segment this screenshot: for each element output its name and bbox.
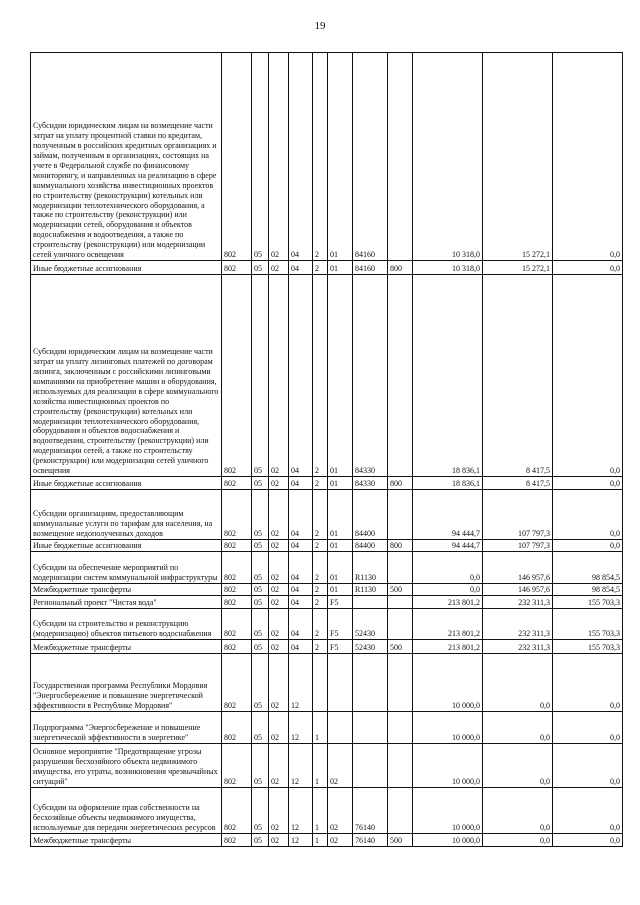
- row-name: Субсидии на оформление прав собственности на бесхозяйные объекты недвижимого имущества, используемые для передачи энергетических ресурсов: [31, 788, 222, 834]
- cell-csr-measure: F5: [328, 640, 353, 654]
- cell-ved: 802: [222, 540, 252, 552]
- cell-csr-program: 04: [289, 275, 313, 477]
- cell-vr: [388, 654, 413, 712]
- cell-csr-direction: 84160: [353, 261, 388, 275]
- table-row: [31, 609, 623, 640]
- cell-csr-direction: 84330: [353, 477, 388, 490]
- cell-ved: 802: [222, 477, 252, 490]
- cell-csr-measure: 01: [328, 584, 353, 596]
- cell-pr: 02: [269, 712, 289, 744]
- cell-csr-program: 12: [289, 744, 313, 788]
- cell-csr-direction: 52430: [353, 609, 388, 640]
- cell-csr-direction: 84400: [353, 540, 388, 552]
- cell-ved: 802: [222, 640, 252, 654]
- cell-csr-subprogram: 2: [313, 596, 328, 609]
- cell-vr: 800: [388, 477, 413, 490]
- cell-vr: [388, 788, 413, 834]
- cell-pr: 02: [269, 53, 289, 261]
- cell-csr-program: 04: [289, 584, 313, 596]
- cell-sum-3: 0,0: [553, 744, 623, 788]
- cell-vr: [388, 596, 413, 609]
- cell-csr-measure: [328, 712, 353, 744]
- cell-pr: 02: [269, 640, 289, 654]
- cell-rz: 05: [252, 490, 269, 540]
- cell-sum-2: 0,0: [483, 788, 553, 834]
- cell-sum-1: 10 000,0: [413, 744, 483, 788]
- cell-csr-measure: F5: [328, 609, 353, 640]
- cell-sum-2: 146 957,6: [483, 584, 553, 596]
- table-row: [31, 788, 623, 834]
- cell-rz: 05: [252, 540, 269, 552]
- cell-sum-1: 94 444,7: [413, 490, 483, 540]
- cell-sum-3: 0,0: [553, 712, 623, 744]
- cell-vr: 800: [388, 261, 413, 275]
- cell-sum-2: 232 311,3: [483, 609, 553, 640]
- cell-rz: 05: [252, 53, 269, 261]
- cell-sum-2: 15 272,1: [483, 53, 553, 261]
- cell-vr: [388, 744, 413, 788]
- row-name: Региональный проект "Чистая вода": [31, 596, 222, 609]
- cell-rz: 05: [252, 275, 269, 477]
- cell-vr: 500: [388, 640, 413, 654]
- cell-sum-2: 232 311,3: [483, 640, 553, 654]
- cell-rz: 05: [252, 834, 269, 847]
- cell-csr-measure: 01: [328, 490, 353, 540]
- cell-sum-2: 107 797,3: [483, 540, 553, 552]
- cell-csr-program: 12: [289, 654, 313, 712]
- row-name: Государственная программа Республики Мордовия "Энергосбережение и повышение энергетической эффективности в Республике Мордовия": [31, 654, 222, 712]
- row-name: Межбюджетные трансферты: [31, 640, 222, 654]
- cell-csr-subprogram: 2: [313, 261, 328, 275]
- row-name: Иные бюджетные ассигнования: [31, 477, 222, 490]
- cell-sum-3: 155 703,3: [553, 640, 623, 654]
- cell-sum-2: 0,0: [483, 712, 553, 744]
- cell-sum-2: 107 797,3: [483, 490, 553, 540]
- cell-sum-1: 0,0: [413, 552, 483, 584]
- cell-sum-3: 0,0: [553, 788, 623, 834]
- cell-pr: 02: [269, 261, 289, 275]
- table-row: [31, 477, 623, 490]
- cell-rz: 05: [252, 788, 269, 834]
- cell-vr: [388, 609, 413, 640]
- cell-sum-3: 0,0: [553, 490, 623, 540]
- cell-rz: 05: [252, 584, 269, 596]
- cell-vr: 500: [388, 834, 413, 847]
- cell-csr-direction: 84330: [353, 275, 388, 477]
- cell-ved: 802: [222, 490, 252, 540]
- table-row: [31, 53, 623, 261]
- cell-rz: 05: [252, 477, 269, 490]
- cell-ved: 802: [222, 53, 252, 261]
- cell-sum-1: 10 318,0: [413, 53, 483, 261]
- cell-ved: 802: [222, 654, 252, 712]
- cell-csr-program: 04: [289, 552, 313, 584]
- row-name: Субсидии на строительство и реконструкцию (модернизацию) объектов питьевого водоснабжения: [31, 609, 222, 640]
- budget-table-body: [31, 53, 623, 847]
- cell-rz: 05: [252, 744, 269, 788]
- cell-csr-subprogram: 1: [313, 788, 328, 834]
- table-row: [31, 744, 623, 788]
- row-name: Иные бюджетные ассигнования: [31, 540, 222, 552]
- cell-csr-measure: 01: [328, 540, 353, 552]
- cell-csr-program: 12: [289, 712, 313, 744]
- cell-csr-direction: [353, 654, 388, 712]
- cell-sum-3: 0,0: [553, 477, 623, 490]
- cell-ved: 802: [222, 596, 252, 609]
- row-name: Субсидии юридическим лицам на возмещение части затрат на уплату лизинговых платежей по договорам лизинга, заключенным с российскими лизинговыми компаниями на приобретение машин и оборудования, используемых для реализации в сфере коммунального хозяйства инвестиционных проектов по строительству (реконструкции) котельных или модернизации теплотехнического оборудования, оборудования и объектов водоснабжения и водоотведения, строительству (реконструкции) или модернизации сетей, а также по строительству (реконструкции) или модернизации сетей уличного освещения: [31, 275, 222, 477]
- cell-pr: 02: [269, 654, 289, 712]
- cell-csr-subprogram: 2: [313, 609, 328, 640]
- cell-sum-2: 0,0: [483, 834, 553, 847]
- cell-csr-direction: 76140: [353, 834, 388, 847]
- cell-vr: [388, 275, 413, 477]
- cell-sum-2: 0,0: [483, 744, 553, 788]
- cell-csr-subprogram: 2: [313, 584, 328, 596]
- cell-rz: 05: [252, 596, 269, 609]
- row-name: Субсидии организациям, предоставляющим коммунальные услуги по тарифам для населения, на возмещение недополученных доходов: [31, 490, 222, 540]
- cell-sum-1: 18 836,1: [413, 275, 483, 477]
- cell-vr: 800: [388, 540, 413, 552]
- cell-ved: 802: [222, 788, 252, 834]
- cell-sum-1: 213 801,2: [413, 596, 483, 609]
- cell-sum-2: 15 272,1: [483, 261, 553, 275]
- row-name: Основное мероприятие "Предотвращение угрозы разрушения бесхозяйного объекта недвижимого имущества, его утраты, возникновения чрезвычайных ситуаций": [31, 744, 222, 788]
- cell-vr: [388, 53, 413, 261]
- cell-pr: 02: [269, 788, 289, 834]
- cell-sum-2: 146 957,6: [483, 552, 553, 584]
- cell-sum-1: 10 000,0: [413, 834, 483, 847]
- cell-rz: 05: [252, 640, 269, 654]
- table-row: [31, 261, 623, 275]
- row-name: Субсидии на обеспечение мероприятий по модернизации систем коммунальной инфраструктуры: [31, 552, 222, 584]
- cell-sum-2: 8 417,5: [483, 275, 553, 477]
- table-row: [31, 584, 623, 596]
- cell-csr-program: 12: [289, 834, 313, 847]
- cell-csr-subprogram: 2: [313, 477, 328, 490]
- cell-ved: 802: [222, 552, 252, 584]
- table-row: [31, 654, 623, 712]
- cell-csr-program: 04: [289, 261, 313, 275]
- cell-csr-program: 04: [289, 640, 313, 654]
- cell-csr-subprogram: 2: [313, 552, 328, 584]
- cell-csr-subprogram: 2: [313, 275, 328, 477]
- table-row: [31, 596, 623, 609]
- cell-ved: 802: [222, 712, 252, 744]
- cell-pr: 02: [269, 744, 289, 788]
- cell-csr-measure: 02: [328, 834, 353, 847]
- cell-sum-1: 10 000,0: [413, 712, 483, 744]
- cell-sum-1: 10 000,0: [413, 654, 483, 712]
- cell-csr-subprogram: 2: [313, 640, 328, 654]
- cell-sum-3: 0,0: [553, 53, 623, 261]
- cell-pr: 02: [269, 584, 289, 596]
- cell-csr-measure: 01: [328, 552, 353, 584]
- cell-csr-program: 04: [289, 540, 313, 552]
- cell-sum-3: 0,0: [553, 654, 623, 712]
- cell-csr-program: 04: [289, 477, 313, 490]
- cell-csr-direction: R1130: [353, 552, 388, 584]
- cell-csr-direction: R1130: [353, 584, 388, 596]
- cell-csr-direction: 52430: [353, 640, 388, 654]
- cell-rz: 05: [252, 712, 269, 744]
- cell-pr: 02: [269, 275, 289, 477]
- cell-ved: 802: [222, 744, 252, 788]
- cell-rz: 05: [252, 261, 269, 275]
- cell-ved: 802: [222, 834, 252, 847]
- cell-csr-measure: [328, 654, 353, 712]
- row-name: Подпрограмма "Энергосбережение и повышение энергетической эффективности в энергетике": [31, 712, 222, 744]
- cell-csr-subprogram: 1: [313, 834, 328, 847]
- cell-sum-1: 10 000,0: [413, 788, 483, 834]
- cell-sum-2: 0,0: [483, 654, 553, 712]
- table-row: [31, 712, 623, 744]
- cell-csr-subprogram: 2: [313, 53, 328, 261]
- cell-csr-direction: [353, 744, 388, 788]
- cell-csr-measure: 02: [328, 788, 353, 834]
- cell-csr-measure: 01: [328, 53, 353, 261]
- cell-sum-1: 213 801,2: [413, 640, 483, 654]
- cell-csr-subprogram: [313, 654, 328, 712]
- cell-pr: 02: [269, 834, 289, 847]
- cell-csr-program: 12: [289, 788, 313, 834]
- cell-csr-subprogram: 1: [313, 744, 328, 788]
- cell-sum-1: 18 836,1: [413, 477, 483, 490]
- cell-vr: 500: [388, 584, 413, 596]
- cell-csr-measure: 01: [328, 477, 353, 490]
- cell-csr-subprogram: 1: [313, 712, 328, 744]
- cell-ved: 802: [222, 261, 252, 275]
- row-name: Иные бюджетные ассигнования: [31, 261, 222, 275]
- cell-sum-3: 155 703,3: [553, 596, 623, 609]
- cell-csr-direction: 84400: [353, 490, 388, 540]
- cell-ved: 802: [222, 275, 252, 477]
- table-row: [31, 552, 623, 584]
- cell-csr-measure: 02: [328, 744, 353, 788]
- cell-sum-3: 0,0: [553, 261, 623, 275]
- cell-csr-program: 04: [289, 53, 313, 261]
- cell-sum-2: 232 311,3: [483, 596, 553, 609]
- cell-sum-1: 213 801,2: [413, 609, 483, 640]
- cell-csr-direction: 76140: [353, 788, 388, 834]
- cell-vr: [388, 712, 413, 744]
- cell-sum-3: 98 854,5: [553, 552, 623, 584]
- table-row: [31, 490, 623, 540]
- table-row: [31, 640, 623, 654]
- cell-csr-subprogram: 2: [313, 490, 328, 540]
- cell-csr-program: 04: [289, 609, 313, 640]
- cell-csr-measure: F5: [328, 596, 353, 609]
- cell-rz: 05: [252, 609, 269, 640]
- page-number: 19: [314, 20, 326, 32]
- table-row: [31, 540, 623, 552]
- cell-csr-program: 04: [289, 490, 313, 540]
- cell-csr-direction: 84160: [353, 53, 388, 261]
- cell-sum-2: 8 417,5: [483, 477, 553, 490]
- cell-csr-direction: [353, 712, 388, 744]
- cell-pr: 02: [269, 596, 289, 609]
- row-name: Межбюджетные трансферты: [31, 584, 222, 596]
- cell-vr: [388, 552, 413, 584]
- cell-sum-3: 0,0: [553, 834, 623, 847]
- cell-pr: 02: [269, 552, 289, 584]
- cell-sum-3: 155 703,3: [553, 609, 623, 640]
- cell-pr: 02: [269, 477, 289, 490]
- cell-pr: 02: [269, 540, 289, 552]
- cell-sum-1: 10 318,0: [413, 261, 483, 275]
- cell-rz: 05: [252, 654, 269, 712]
- table-row: [31, 275, 623, 477]
- row-name: Субсидии юридическим лицам на возмещение части затрат на уплату процентной ставки по кредитам, полученным в российских кредитных организациях и займам, полученным в организациях, состоящих на учете в Федеральной службе по финансовому мониторингу, и направленных на реализацию в сфере коммунального хозяйства инвестиционных проектов по строительству (реконструкции) котельных или модернизации теплотехнического оборудования, а также по строительству (реконструкции) или модернизации сетей, оборудования и объектов водоснабжения и водоотведения, а также по строительству (реконструкции) или модернизации сетей уличного освещения: [31, 53, 222, 261]
- cell-csr-measure: 01: [328, 275, 353, 477]
- cell-ved: 802: [222, 609, 252, 640]
- cell-sum-3: 0,0: [553, 540, 623, 552]
- cell-csr-direction: [353, 596, 388, 609]
- cell-sum-1: 0,0: [413, 584, 483, 596]
- cell-csr-subprogram: 2: [313, 540, 328, 552]
- cell-sum-1: 94 444,7: [413, 540, 483, 552]
- cell-sum-3: 0,0: [553, 275, 623, 477]
- row-name: Межбюджетные трансферты: [31, 834, 222, 847]
- cell-vr: [388, 490, 413, 540]
- cell-ved: 802: [222, 584, 252, 596]
- cell-csr-measure: 01: [328, 261, 353, 275]
- cell-sum-3: 98 854,5: [553, 584, 623, 596]
- cell-rz: 05: [252, 552, 269, 584]
- cell-csr-program: 04: [289, 596, 313, 609]
- table-row: [31, 834, 623, 847]
- cell-pr: 02: [269, 490, 289, 540]
- budget-table: [30, 52, 623, 847]
- cell-pr: 02: [269, 609, 289, 640]
